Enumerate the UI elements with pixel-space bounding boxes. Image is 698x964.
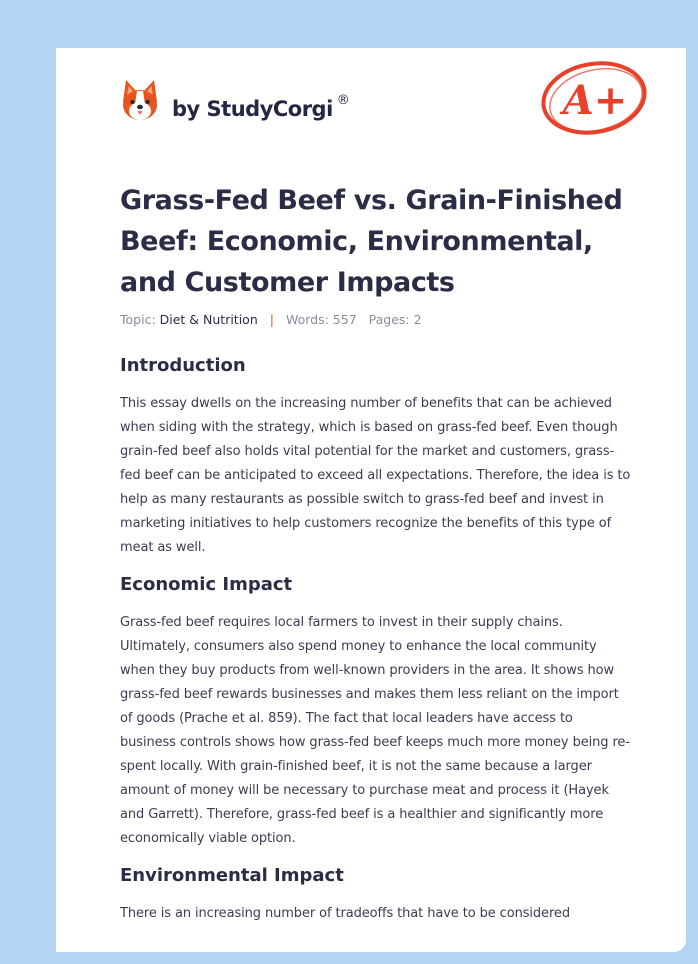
document-content [120,351,632,936]
a-plus-grade-badge-icon [538,58,650,140]
section-paragraph: Grass-fed beef requires local farmers to invest in their supply chains. Ultimately, consumers also spend money to enhance the local community when they buy products from well-known providers in the area. It shows how grass-fed beef rewards businesses and makes them less reliant on the import of goods (Prache et al. 859). The fact that local leaders have access to business controls shows how grass-fed beef keeps much more money being re-spent locally. With grain-finished beef, it is not the same because a larger amount of money will be necessary to purchase meat and process it (Hayek and Garrett). Therefore, grass-fed beef is a healthier and significantly more economically viable option. [120,615,630,846]
section-heading: Environmental Impact [120,865,344,886]
meta-separator: | [269,312,274,327]
section-paragraph: This essay dwells on the increasing number of benefits that can be achieved when siding with the strategy, which is based on grass-fed beef. Even though grain-fed beef also holds vital potential for the market and customers, grass-fed beef can be anticipated to exceed all expectations. Therefore, the idea is to help as many restaurants as possible switch to grass-fed beef and invest in marketing initiatives to help customers recognize the benefits of this type of meat as well. [120,396,631,555]
section-paragraph: There is an increasing number of tradeoffs that have to be considered [120,906,570,921]
section-economic-impact [120,570,632,851]
document-page [56,48,686,952]
corgi-logo-icon [120,78,160,124]
section-environmental-impact [120,861,632,926]
pages-label: Pages: [368,312,410,327]
document-title: Grass-Fed Beef vs. Grain-Finished Beef: Economic, Environmental, and Customer Impacts [120,185,623,298]
registered-mark: ® [336,93,350,108]
document-meta [120,312,422,327]
section-heading: Introduction [120,355,246,376]
words-label: Words: [285,312,329,327]
section-heading: Economic Impact [120,574,293,595]
topic-label: Topic: [120,312,156,327]
pages-value: 2 [413,312,422,327]
topic-value[interactable]: Diet & Nutrition [159,312,258,327]
grade-text: A+ [562,77,628,124]
section-introduction [120,351,632,560]
brand[interactable] [120,76,349,126]
brand-name: by StudyCorgi ® [172,93,350,121]
words-value: 557 [332,312,357,327]
